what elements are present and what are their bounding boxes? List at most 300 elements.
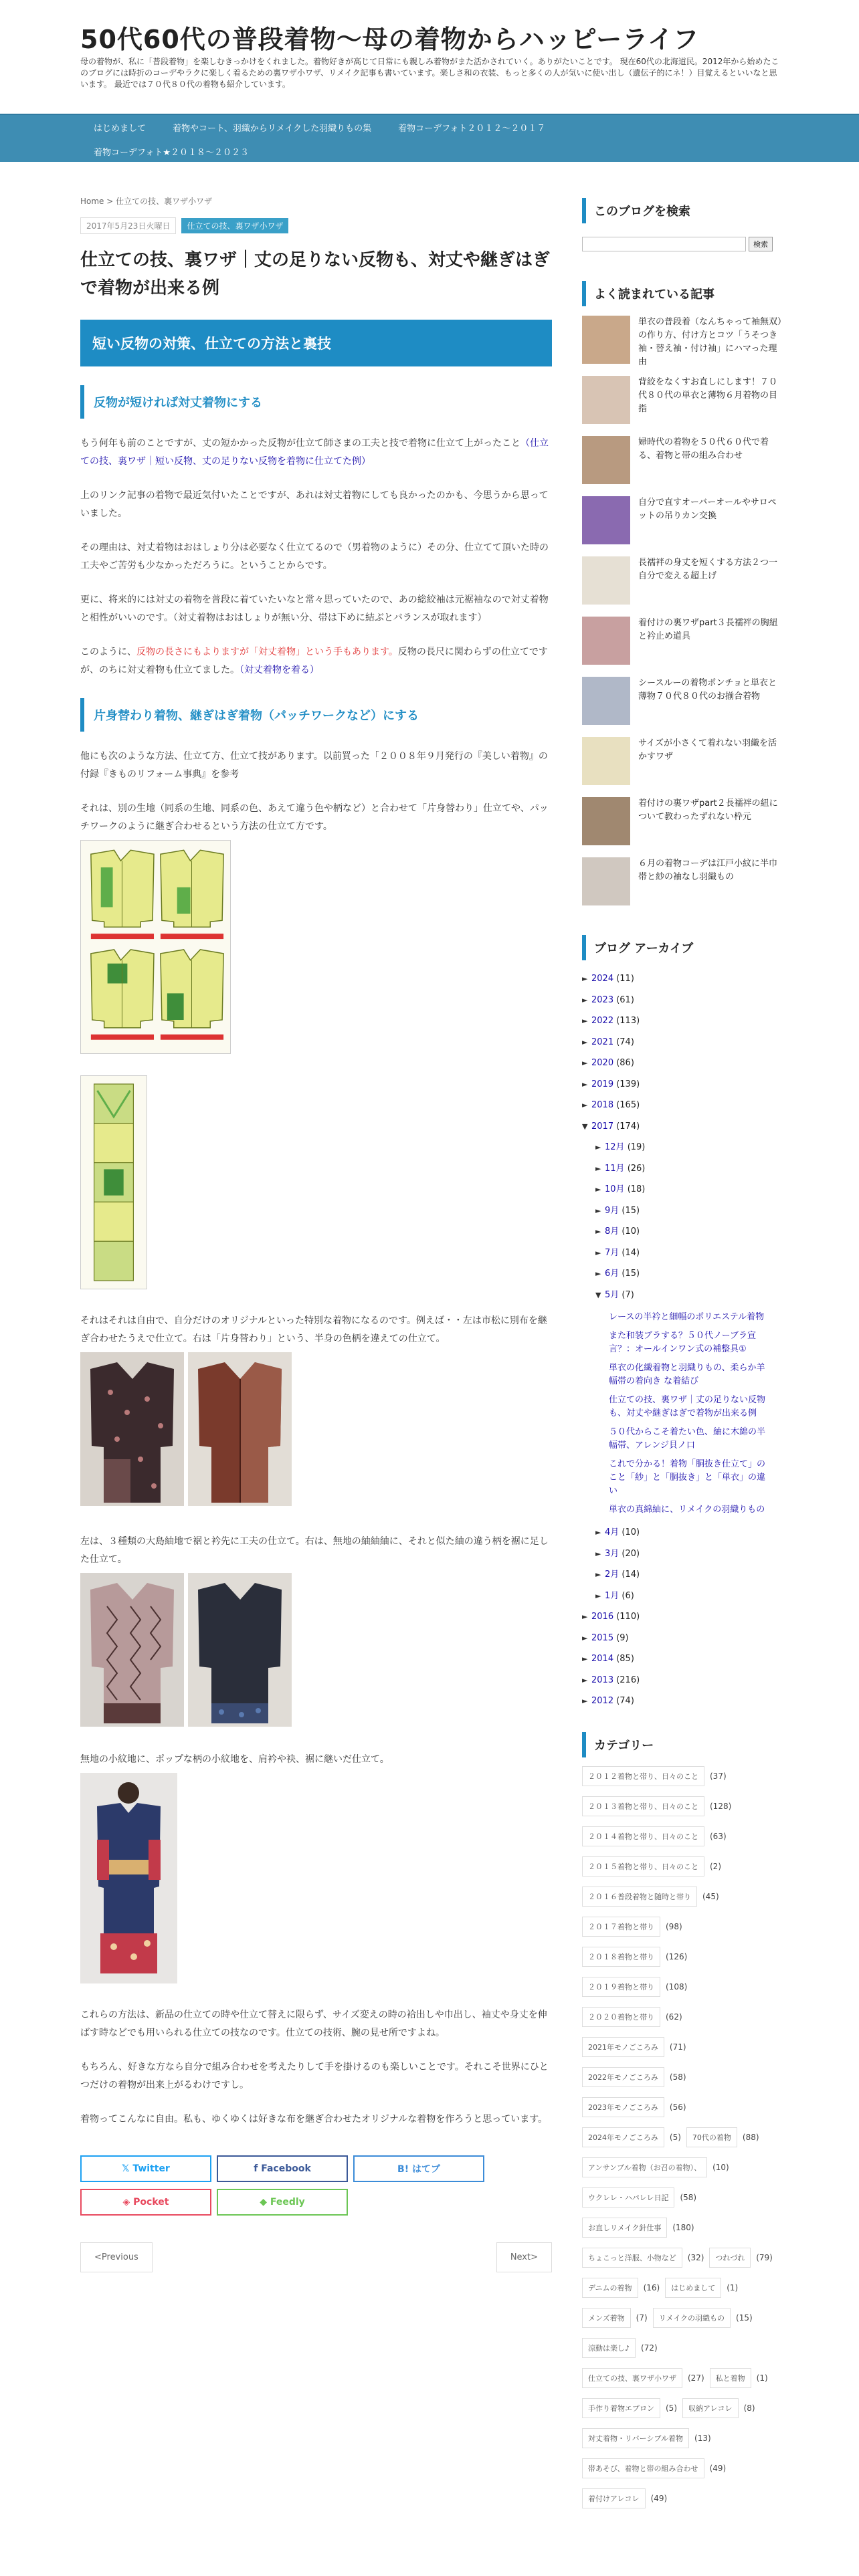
photo-oshima-kimono[interactable] [80, 1573, 184, 1727]
kimono-diagram-image[interactable] [80, 840, 552, 1057]
nav-item-intro[interactable]: はじめまして [94, 123, 147, 134]
archive-month-2017-11 [595, 1158, 783, 1180]
category-label-text[interactable]: 着付けアレコレ [582, 2488, 646, 2508]
archive-year-2023-count: (61) [616, 994, 634, 1005]
archive-month-2017-8-count: (10) [622, 1226, 640, 1237]
archive-post-link[interactable]: レースの半衿と細幅のポリエステル着物 [609, 1312, 765, 1322]
category-label-text[interactable]: はじめまして [665, 2278, 721, 2298]
archive-month-2017-4 [595, 1522, 783, 1543]
archive-month-2017-7-count: (14) [622, 1247, 640, 1258]
paragraph-10: 無地の小紋地に、ポップな柄の小紋地を、肩衿や袂、裾に継いだ仕立て。 [80, 1754, 389, 1765]
category-label[interactable] [582, 2128, 681, 2147]
archive-post-link[interactable]: 仕立ての技、裏ワザ｜丈の足りない反物も、対丈や継ぎはぎで着物が出来る例 [609, 1395, 766, 1418]
category-label-count: (7) [636, 2313, 648, 2323]
collapsed-arrow-icon[interactable]: ► [582, 1633, 588, 1642]
popular-post-title[interactable]: 自分で直すオーバーオールやサロペットの吊りカン交換 [638, 498, 777, 521]
popular-post-title[interactable]: サイズが小さくて着れない羽織を活かすワザ [638, 738, 777, 762]
category-label-text[interactable]: リメイクの羽織もの [653, 2308, 731, 2328]
category-label[interactable] [709, 2248, 772, 2267]
archive-widget-title: ブログ アーカイブ [582, 935, 783, 960]
category-label[interactable] [582, 2309, 648, 2327]
archive-list [582, 968, 783, 1712]
search-widget [582, 198, 783, 251]
sidebar [582, 181, 783, 2519]
kimono-strip-image[interactable] [80, 1075, 552, 1292]
post-pager [80, 2242, 552, 2272]
site-header [0, 0, 859, 114]
category-label-count: (180) [672, 2222, 694, 2232]
category-label[interactable] [582, 2489, 667, 2508]
category-label-count: (62) [666, 2012, 682, 2022]
collapsed-arrow-icon[interactable]: ► [595, 1549, 601, 1558]
archive-month-2017-11-count: (26) [627, 1163, 646, 1174]
archive-year-2013-link[interactable]: 2013 [591, 1675, 617, 1685]
archive-post-link[interactable]: また和装ブラする？５０代ノーブラ宣言？：オールインワン式の補整具① [609, 1331, 756, 1354]
category-label[interactable] [582, 2038, 686, 2056]
archive-year-2017 [582, 1116, 783, 1138]
archive-year-2019 [582, 1074, 783, 1095]
popular-post-title[interactable]: 単衣の普段着（なんちゃって袖無双）の作り方、付け方とコツ「うそつき袖・替え袖・付け袖」にハマった理由 [638, 317, 782, 367]
archive-year-2020-link[interactable]: 2020 [591, 1058, 617, 1068]
popular-widget [582, 281, 783, 908]
category-label-count: (37) [710, 1771, 727, 1781]
popular-post-item[interactable] [582, 617, 783, 667]
paragraph-2: 上のリンク記事の着物で最近気付いたことですが、あれは対丈着物にしても良かったのかも、今思うから思っていました。 [80, 490, 549, 519]
category-label[interactable] [582, 1797, 731, 1816]
popular-post-thumbnail[interactable] [582, 797, 630, 845]
category-label-text[interactable]: ２０１７着物と帯り [582, 1917, 660, 1937]
archive-month-2017-7-link[interactable]: 7月 [605, 1247, 622, 1258]
popular-post-item[interactable] [582, 316, 783, 366]
collapsed-arrow-icon[interactable]: ► [595, 1206, 601, 1215]
breadcrumb-category[interactable]: 仕立ての技、裏ワザ小ワザ [116, 197, 213, 206]
share-facebook-button[interactable]: f Facebook [217, 2155, 348, 2182]
archive-year-2022-link[interactable]: 2022 [591, 1016, 617, 1026]
archive-month-2017-1 [595, 1586, 783, 1607]
collapsed-arrow-icon[interactable]: ► [595, 1591, 601, 1600]
archive-month-2017-6 [595, 1263, 783, 1285]
category-label[interactable] [682, 2399, 755, 2418]
category-label-text[interactable]: 私と着物 [710, 2368, 751, 2388]
archive-year-2014-link[interactable]: 2014 [591, 1654, 617, 1664]
category-label-count: (10) [712, 2162, 729, 2172]
paragraph-1: もう何年も前のことですが、丈の短かかった反物が仕立て師さまの工夫と技で着物に仕立て上がったこと（仕立ての技、裏ワザ｜短い反物、丈の足りない反物を着物に仕立てた例） [80, 438, 549, 467]
archive-month-2017-12-link[interactable]: 12月 [605, 1142, 628, 1152]
photo-komon-patch-kimono[interactable] [80, 1773, 177, 1983]
nav-row-2 [94, 139, 276, 163]
post-meta [80, 217, 552, 234]
share-row-1 [80, 2155, 552, 2182]
kimono-photo-row-2 [80, 1573, 552, 1727]
category-label-text[interactable]: ウクレレ・ハパレレ日記 [582, 2187, 674, 2208]
category-label-text[interactable]: 対丈着物・リバーシブル着物 [582, 2428, 689, 2448]
photo-muji-tsumugi-kimono[interactable] [188, 1573, 292, 1727]
facebook-icon: f [254, 2163, 262, 2174]
category-badge[interactable]: 仕立ての技、裏ワザ小ワザ [181, 218, 288, 233]
category-label[interactable] [665, 2278, 738, 2297]
category-label-count: (2) [710, 1861, 721, 1871]
archive-year-2021-count: (74) [616, 1037, 634, 1047]
popular-post-thumbnail[interactable] [582, 617, 630, 665]
category-label-count: (56) [669, 2102, 686, 2112]
popular-post-title[interactable]: 着付けの裏ワザpart２長襦袢の紐について教わったずれない枠元 [638, 798, 778, 822]
popular-post-thumbnail[interactable] [582, 376, 630, 424]
archive-post-link[interactable]: 単衣の化繊着物と羽織りもの、柔らか羊幅帯の着向き な着結び [609, 1363, 765, 1386]
archive-post-link[interactable]: 単衣の真綿紬に、リメイクの羽織りもの [609, 1505, 765, 1515]
popular-list [582, 316, 783, 908]
category-label-count: (45) [702, 1891, 719, 1901]
archive-month-2017-5-link[interactable]: 5月 [605, 1289, 622, 1300]
nav-item-coord-2018[interactable]: 着物コーデフォト★２０１８〜２０２３ [94, 147, 250, 158]
category-label-text[interactable]: 2022年モノごころみ [582, 2067, 664, 2087]
popular-post-item[interactable] [582, 797, 783, 848]
archive-month-2017-6-link[interactable]: 6月 [605, 1269, 622, 1279]
share-pocket-button[interactable]: ◈ Pocket [80, 2189, 211, 2216]
category-label[interactable] [582, 2429, 711, 2448]
archive-year-2022 [582, 1010, 783, 1032]
collapsed-arrow-icon[interactable]: ► [595, 1227, 601, 1236]
collapsed-arrow-icon[interactable]: ► [582, 1016, 588, 1025]
share-feedly-button[interactable]: ◆ Feedly [217, 2189, 348, 2216]
pocket-icon: ◈ [122, 2197, 134, 2208]
category-label-text[interactable]: ちょこっと洋服、小物など [582, 2248, 682, 2268]
category-label-text[interactable]: お直しリメイク針仕事 [582, 2218, 667, 2238]
collapsed-arrow-icon[interactable]: ► [582, 1654, 588, 1663]
category-label[interactable] [582, 1767, 727, 1786]
archive-year-2023 [582, 990, 783, 1011]
category-label-count: (88) [742, 2132, 759, 2142]
share-hatena-button[interactable]: B! はてブ [353, 2155, 484, 2182]
category-label-count: (15) [736, 2313, 753, 2323]
archive-month-2017-2 [595, 1564, 783, 1586]
collapsed-arrow-icon[interactable]: ► [582, 1079, 588, 1089]
popular-post-thumbnail[interactable] [582, 677, 630, 725]
popular-post-item[interactable] [582, 737, 783, 788]
archive-month-2017-10-count: (18) [627, 1184, 646, 1194]
archive-month-2017-5 [595, 1285, 783, 1306]
popular-post-title[interactable]: 長襦袢の身丈を短くする方法２つ一自分で変える超上げ [638, 558, 778, 581]
popular-post-item[interactable] [582, 677, 783, 728]
nav-item-coord-2012[interactable]: 着物コーデフォト２０１２〜２０１７ [398, 123, 546, 134]
category-label-text[interactable]: ２０１２着物と帯り、日々のこと [582, 1766, 704, 1786]
category-label[interactable] [582, 1917, 682, 1936]
archive-month-2017-7 [595, 1243, 783, 1264]
collapsed-arrow-icon[interactable]: ► [595, 1269, 601, 1278]
popular-post-thumbnail[interactable] [582, 556, 630, 605]
category-label-count: (79) [756, 2252, 773, 2262]
archive-year-2024-link[interactable]: 2024 [591, 974, 617, 984]
archive-month-2017-3-link[interactable]: 3月 [605, 1548, 622, 1559]
archive-month-2017-2-count: (14) [622, 1570, 640, 1580]
expanded-arrow-icon[interactable]: ▼ [582, 1121, 588, 1131]
category-label-text[interactable]: ２０１８着物と帯り [582, 1947, 660, 1967]
photo-patchwork-kimono[interactable] [80, 1352, 184, 1506]
category-label-text[interactable]: 2024年モノごころみ [582, 2127, 664, 2147]
archive-month-2017-10-link[interactable]: 10月 [605, 1184, 628, 1194]
category-label[interactable] [582, 2068, 686, 2086]
breadcrumb-home[interactable]: Home [80, 197, 104, 206]
popular-post-title[interactable]: 婦時代の着物を５０代６０代で着る、着物と帯の組み合わせ [638, 437, 769, 461]
archive-year-2022-count: (113) [616, 1016, 640, 1026]
category-label-count: (27) [688, 2373, 704, 2383]
category-label-count: (126) [666, 1951, 688, 1961]
archive-year-2015-link[interactable]: 2015 [591, 1632, 617, 1643]
category-label-text[interactable]: 70代の着物 [686, 2127, 737, 2147]
category-label-count: (108) [666, 1981, 688, 1992]
category-label[interactable] [582, 2098, 686, 2117]
category-label-count: (1) [727, 2282, 739, 2292]
category-label-text[interactable]: ２０１９着物と帯り [582, 1977, 660, 1997]
collapsed-arrow-icon[interactable]: ► [595, 1185, 601, 1194]
archive-year-2014 [582, 1648, 783, 1670]
site-title[interactable]: 50代60代の普段着物〜母の着物からハッピーライフ [80, 25, 699, 54]
archive-year-2021-link[interactable]: 2021 [591, 1037, 617, 1047]
paragraph-6: 他にも次のような方法、仕立て方、仕立て技があります。以前買った「２００８年９月発行の『美しい着物』の付録『きものリフォーム事典』を参考 [80, 751, 548, 780]
next-post-button[interactable]: Next> [496, 2242, 552, 2272]
category-label[interactable] [653, 2309, 753, 2327]
archive-month-2017-6-count: (15) [622, 1269, 640, 1279]
archive-year-2024-count: (11) [616, 974, 634, 984]
share-row-2 [80, 2189, 552, 2216]
label-list [582, 1767, 783, 2519]
collapsed-arrow-icon[interactable]: ► [595, 1143, 601, 1152]
category-label[interactable] [582, 1947, 687, 1966]
archive-month-2017-4-count: (10) [622, 1527, 640, 1537]
category-label[interactable] [582, 1827, 727, 1846]
site-description: 母の着物が、私に「普段着物」を楽しむきっかけをくれました。着物好きが高じて日常にも親しみ着物がまた活かされていく。ありがたいことです。 現在60代の北海道民。2012年から始めたこのブログには時折のコーデやラクに楽しく着るための裏ワザ小ワザ、リメイク記事も書いています。楽しさ和の衣装、もっと多くの人が気いに使い出し（遺伝子的にネ！）目覚えるといいなと思います。 最近では７０代８０代の着物も紹介しています。 [80, 57, 779, 89]
category-label[interactable] [582, 1977, 687, 1996]
collapsed-arrow-icon[interactable]: ► [582, 995, 588, 1004]
category-label-count: (71) [669, 2042, 686, 2052]
archive-year-2015-count: (9) [616, 1632, 629, 1643]
archive-year-2023-link[interactable]: 2023 [591, 994, 617, 1005]
archive-month-2017-9 [595, 1200, 783, 1222]
archive-month-2017-8 [595, 1221, 783, 1243]
archive-year-2017-link[interactable]: 2017 [591, 1121, 617, 1132]
category-label[interactable] [582, 2459, 726, 2478]
category-label-text[interactable]: 2023年モノごころみ [582, 2097, 664, 2117]
category-label-text[interactable]: つれづれ [709, 2248, 751, 2268]
archive-year-2016-link[interactable]: 2016 [591, 1612, 617, 1622]
archive-year-2019-count: (139) [616, 1079, 640, 1089]
category-label-count: (13) [694, 2433, 711, 2443]
photo-katami-gawari-kimono[interactable] [188, 1352, 292, 1506]
paragraph-11: これらの方法は、新品の仕立ての時や仕立て替えに限らず、サイズ変えの時の袷出しや巾出し、袖丈や身丈を伸ばす時などでも用いられる仕立ての技なのです。仕立ての技術、腕の見せ所ですよね。 [80, 2010, 547, 2038]
search-row [582, 237, 783, 251]
category-label-text[interactable]: ２０１３着物と帯り、日々のこと [582, 1796, 704, 1816]
paragraph-8: それはそれは自由で、自分だけのオリジナルといった特別な着物になるのです。例えば・・左は市松に別布を継ぎ合わせたうえで仕立て。右は「片身替わり」という、半身の色柄を違えての仕立て。 [80, 1315, 547, 1344]
archive-year-2012 [582, 1691, 783, 1712]
category-label-count: (16) [643, 2282, 660, 2292]
category-label-count: (8) [743, 2403, 755, 2413]
archive-month-2017-4-link[interactable]: 4月 [605, 1527, 622, 1537]
popular-post-title[interactable]: ６月の着物コーデは江戸小紋に半巾帯と紗の袖なし羽織もの [638, 859, 778, 882]
archive-month-2017-10 [595, 1179, 783, 1200]
category-label-text[interactable]: 涼動は楽し♪ [582, 2338, 636, 2358]
category-label-count: (32) [687, 2252, 704, 2262]
archive-month-2017-8-link[interactable]: 8月 [605, 1226, 622, 1237]
category-label-text[interactable]: デニムの着物 [582, 2278, 638, 2298]
popular-post-title[interactable]: 背絞をなくすお直しにします！７０代８０代の単衣と薄物６月着物の目指 [638, 377, 778, 414]
popular-post-title[interactable]: シースルーの着物ポンチョと単衣と薄物７０代８０代のお揃合着物 [638, 678, 777, 702]
paragraph-9: 左は、３種類の大島紬地で裾と衿先に工夫の仕立て。右は、無地の紬紬紬に、それと似た紬の違う柄を裾に足した仕立て。 [80, 1536, 549, 1565]
link-tsuitake[interactable]: （対丈着物を着る） [240, 665, 319, 675]
popular-post-item[interactable] [582, 376, 783, 427]
feedly-icon: ◆ [260, 2197, 270, 2208]
archive-year-2013 [582, 1670, 783, 1691]
popular-post-thumbnail[interactable] [582, 737, 630, 785]
expanded-arrow-icon[interactable]: ▼ [595, 1290, 601, 1299]
archive-month-2017-2-link[interactable]: 2月 [605, 1570, 622, 1580]
category-label-count: (49) [650, 2493, 668, 2503]
kimono-photo-row-1 [80, 1352, 552, 1506]
share-section [80, 2155, 552, 2216]
search-widget-title: このブログを検索 [582, 198, 783, 223]
archive-year-2013-count: (216) [616, 1675, 640, 1685]
category-label[interactable] [582, 2218, 694, 2237]
archive-month-2017-3 [595, 1543, 783, 1565]
paragraph-12: もちろん、好きな方なら自分で組み合わせを考えたりして手を掛けるのも楽しいことです。それこそ世界にひとつだけの着物が出来上がるわけですし。 [80, 2062, 549, 2090]
archive-year-2016 [582, 1606, 783, 1628]
popular-post-item[interactable] [582, 857, 783, 908]
category-label[interactable] [582, 2188, 696, 2207]
archive-year-2020 [582, 1053, 783, 1074]
archive-widget [582, 935, 783, 1712]
section-heading-h2: 短い反物の対策、仕立ての方法と裏技 [80, 320, 552, 366]
paragraph-13: 着物ってこんなに自由。私も、ゆくゆくは好きな布を継ぎ合わせたオリジナルな着物を作ろうと思っています。 [80, 2114, 548, 2125]
category-label[interactable] [582, 2369, 704, 2387]
paragraph-5: このように、反物の長さにもよりますが「対丈着物」という手もあります。反物の長尺に関わらずの仕立てですが、のちに対丈着物も仕立てました。（対丈着物を着る） [80, 647, 548, 675]
collapsed-arrow-icon[interactable]: ► [582, 1037, 588, 1047]
category-label-text[interactable]: 仕立ての技、裏ワザ小ワザ [582, 2368, 682, 2388]
archive-month-2017-1-link[interactable]: 1月 [605, 1590, 622, 1601]
archive-post-link[interactable]: ５０代からこそ着たい色、紬に木綿の半幅帯、アレンジ貝ノ口 [609, 1427, 766, 1451]
popular-post-thumbnail[interactable] [582, 496, 630, 544]
collapsed-arrow-icon[interactable]: ► [582, 1612, 588, 1621]
paragraph-7: それは、別の生地（同系の生地、同系の色、あえて違う色や柄など）と合わせて「片身替わり」仕立てや、パッチワークのように継ぎ合わせるという方法の仕立て方です。 [80, 803, 549, 832]
collapsed-arrow-icon[interactable]: ► [595, 1164, 601, 1173]
collapsed-arrow-icon[interactable]: ► [582, 1675, 588, 1685]
archive-month-2017-1-count: (6) [622, 1590, 634, 1601]
category-label-text[interactable]: 収納アレコレ [682, 2398, 739, 2418]
category-label[interactable] [582, 2158, 729, 2177]
archive-year-2012-link[interactable]: 2012 [591, 1696, 617, 1706]
category-label-count: (98) [666, 1921, 682, 1931]
archive-month-2017-11-link[interactable]: 11月 [605, 1163, 628, 1174]
link-short-fabric[interactable]: （仕立ての技、裏ワザ｜短い反物、丈の足りない反物を着物に仕立てた例） [80, 438, 549, 467]
archive-year-2019-link[interactable]: 2019 [591, 1079, 617, 1089]
category-label[interactable] [582, 1857, 721, 1876]
archive-month-2017-3-count: (20) [622, 1548, 640, 1559]
collapsed-arrow-icon[interactable]: ► [582, 1101, 588, 1109]
collapsed-arrow-icon[interactable]: ► [595, 1570, 601, 1579]
category-label-count: (5) [669, 2132, 681, 2142]
archive-year-2018-link[interactable]: 2018 [591, 1100, 617, 1110]
collapsed-arrow-icon[interactable]: ► [582, 974, 588, 983]
archive-year-2018-count: (165) [616, 1100, 640, 1110]
collapsed-arrow-icon[interactable]: ► [582, 1059, 588, 1067]
category-label-text[interactable]: 手作り着物エプロン [582, 2398, 660, 2418]
archive-post-link[interactable]: これで分かる！着物「胴抜き仕立て」のこと「紗」と「胴抜き」と「単衣」の違い [609, 1459, 766, 1496]
popular-widget-title: よく読まれている記事 [582, 281, 783, 306]
category-label[interactable] [582, 2339, 658, 2357]
nav-row-1 [94, 115, 572, 139]
twitter-icon: 𝕏 [122, 2163, 133, 2174]
popular-post-thumbnail[interactable] [582, 316, 630, 364]
search-button[interactable]: 検索 [749, 237, 773, 251]
category-label[interactable] [582, 2399, 677, 2418]
archive-year-2015 [582, 1628, 783, 1649]
section-heading-h3-2: 片身替わり着物、継ぎはぎ着物（パッチワークなど）にする [80, 698, 552, 732]
category-label-text[interactable]: ２０２０着物と帯り [582, 2007, 660, 2027]
category-label-text[interactable]: 帯あそび、着物と帯の組み合わせ [582, 2458, 704, 2478]
share-twitter-button[interactable]: 𝕏 Twitter [80, 2155, 211, 2182]
collapsed-arrow-icon[interactable]: ► [582, 1697, 588, 1705]
category-label-text[interactable]: 2021年モノごころみ [582, 2037, 664, 2057]
paragraph-3: その理由は、対丈着物はおはしょり分は必要なく仕立てるので（男着物のように）その分、仕立てて頂いた時の工夫やご苦労も少なかっただろうに。ということからです。 [80, 542, 549, 571]
popular-post-item[interactable] [582, 556, 783, 607]
popular-post-title[interactable]: 着付けの裏ワザpart３長襦袢の胸紐と衿止め道具 [638, 618, 778, 641]
archive-month-2017-12 [595, 1137, 783, 1158]
category-label-count: (1) [756, 2373, 768, 2383]
collapsed-arrow-icon[interactable]: ► [595, 1248, 601, 1257]
category-label-text[interactable]: ２０１４着物と帯り、日々のこと [582, 1826, 704, 1846]
archive-year-2020-count: (86) [616, 1058, 634, 1068]
section-heading-h3-1: 反物が短ければ対丈着物にする [80, 385, 552, 419]
archive-year-2017-count: (174) [616, 1121, 640, 1132]
archive-year-2016-count: (110) [616, 1612, 640, 1622]
popular-post-thumbnail[interactable] [582, 436, 630, 484]
category-label-count: (49) [709, 2463, 727, 2473]
popular-post-thumbnail[interactable] [582, 857, 630, 905]
category-label-text[interactable]: メンズ着物 [582, 2308, 631, 2328]
popular-post-item[interactable] [582, 496, 783, 547]
category-label[interactable] [710, 2369, 768, 2387]
post-title: 仕立ての技、裏ワザ｜丈の足りない反物も、対丈や継ぎはぎで着物が出来る例 [80, 250, 551, 298]
archive-year-2024 [582, 968, 783, 990]
archive-month-2017-9-count: (15) [622, 1205, 640, 1216]
kimono-photo-row-3 [80, 1773, 552, 1986]
nav-item-remake[interactable]: 着物やコート、羽織からリメイクした羽織りもの集 [173, 123, 372, 134]
archive-month-2017-5-count: (7) [622, 1289, 634, 1300]
category-label[interactable] [582, 2248, 704, 2267]
previous-post-button[interactable]: <Previous [80, 2242, 153, 2272]
category-label-count: (128) [710, 1801, 732, 1811]
category-label-count: (63) [710, 1831, 727, 1841]
category-label-text[interactable]: ２０１６普段着物と随時と帯り [582, 1887, 697, 1907]
breadcrumb: Home > 仕立ての技、裏ワザ小ワザ [80, 197, 213, 206]
archive-month-2017-9-link[interactable]: 9月 [605, 1205, 622, 1216]
category-label[interactable] [686, 2128, 759, 2147]
category-widget [582, 1732, 783, 2519]
popular-post-item[interactable] [582, 436, 783, 487]
category-label-count: (58) [680, 2192, 697, 2202]
category-label-text[interactable]: ２０１５着物と帯り、日々のこと [582, 1856, 704, 1876]
paragraph-4: 更に、将来的には対丈の着物を普段に着ていたいなと常々思っていたので、あの総絞袖は元裾袖なので対丈着物と相性がいいのです。（対丈着物はおはしょりが無い分、帯は下めに結ぶとバランスが取れます） [80, 595, 549, 623]
main-content [80, 181, 552, 2272]
category-label[interactable] [582, 1887, 719, 1906]
category-label-text[interactable]: アンサンブル着物（お召の着物）、 [582, 2157, 707, 2177]
post-date: 2017年5月23日火曜日 [80, 217, 176, 234]
collapsed-arrow-icon[interactable]: ► [595, 1528, 601, 1537]
search-input[interactable] [582, 237, 746, 251]
archive-month-2017-12-count: (19) [627, 1142, 646, 1152]
archive-year-2021 [582, 1032, 783, 1053]
category-label-count: (58) [669, 2072, 686, 2082]
category-label[interactable] [582, 2278, 660, 2297]
archive-year-2014-count: (85) [616, 1654, 634, 1664]
category-label[interactable] [582, 2008, 682, 2026]
